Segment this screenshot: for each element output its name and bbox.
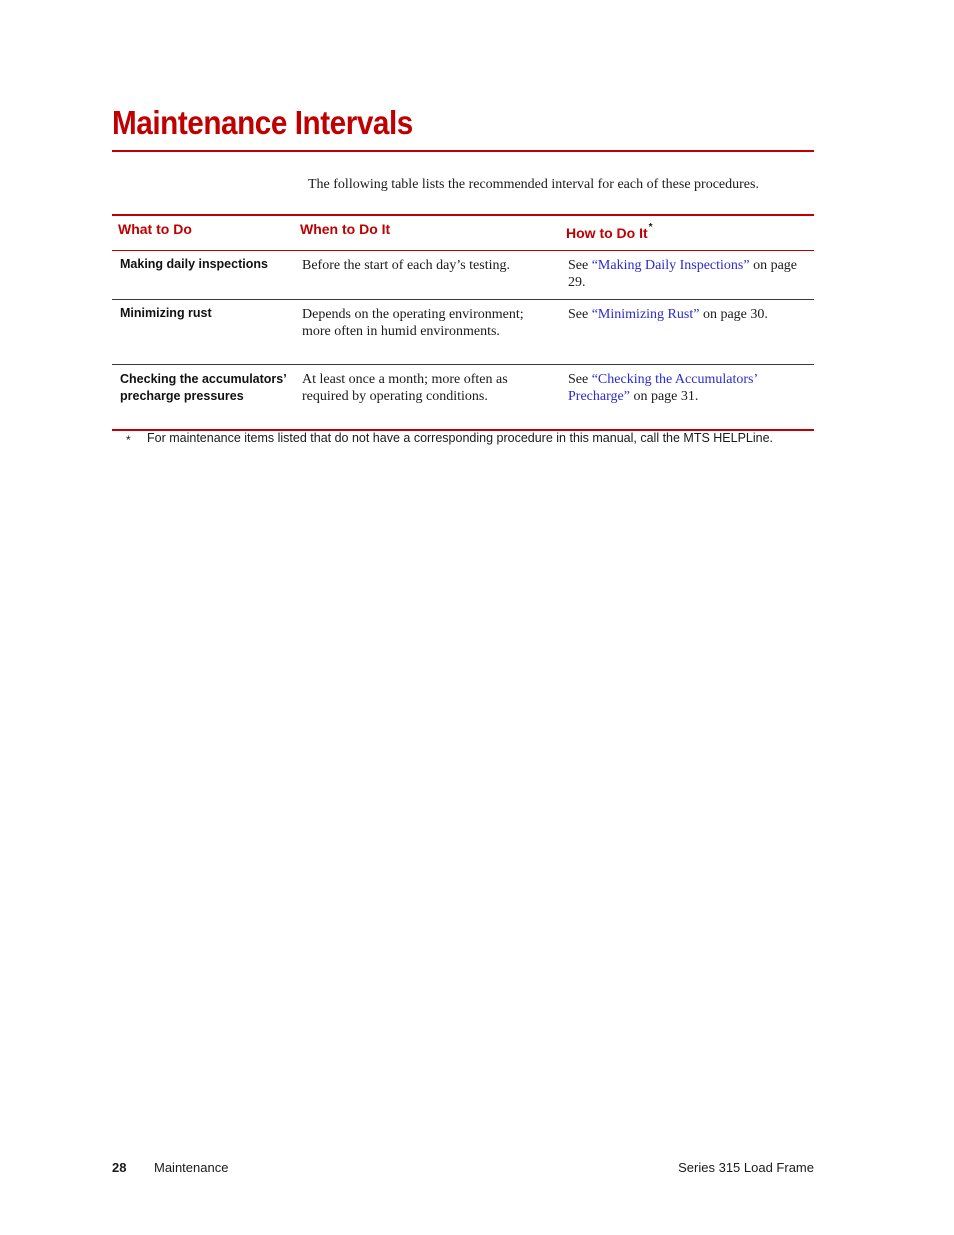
- row-when: Depends on the operating environment; more often in humid environments.: [302, 307, 524, 339]
- intro-paragraph: The following table lists the recommended interval for each of these procedures.: [308, 177, 759, 192]
- footnote-mark: *: [126, 433, 131, 447]
- link-checking-accumulators-precharge[interactable]: “Checking the Accumulators’ Precharge”: [568, 372, 758, 404]
- maintenance-table: [112, 214, 814, 431]
- table-header-row: [112, 216, 814, 251]
- footer-page-number: 28: [112, 1160, 127, 1175]
- row-what: Making daily inspections: [120, 257, 268, 271]
- page-title: Maintenance Intervals: [112, 104, 413, 141]
- table-row: [112, 251, 814, 300]
- row-what: Checking the accumulators’ precharge pressures: [120, 372, 287, 403]
- link-making-daily-inspections[interactable]: “Making Daily Inspections”: [591, 258, 750, 273]
- header-when-to-do-it: When to Do It: [300, 221, 391, 237]
- footnote-text: For maintenance items listed that do not have a corresponding procedure in this manual, call the MTS HELPLine.: [147, 431, 774, 445]
- footer-product: Series 315 Load Frame: [678, 1160, 814, 1175]
- table-row: [112, 365, 814, 429]
- row-how: See “Minimizing Rust” on page 30.: [568, 307, 768, 322]
- footer-section: Maintenance: [154, 1160, 229, 1175]
- link-minimizing-rust[interactable]: “Minimizing Rust”: [591, 307, 700, 322]
- title-rule: [112, 150, 814, 152]
- row-what: Minimizing rust: [120, 306, 212, 320]
- row-how: See “Making Daily Inspections” on page 29.: [568, 258, 798, 290]
- footnote-reference-mark: *: [648, 222, 653, 233]
- header-what-to-do: What to Do: [118, 221, 192, 237]
- row-how: See “Checking the Accumulators’ Precharge” on page 31.: [568, 372, 758, 404]
- row-when: Before the start of each day’s testing.: [302, 258, 510, 273]
- table-row: [112, 300, 814, 365]
- header-how-to-do-it: How to Do It*: [566, 222, 653, 241]
- row-when: At least once a month; more often as required by operating conditions.: [302, 372, 508, 404]
